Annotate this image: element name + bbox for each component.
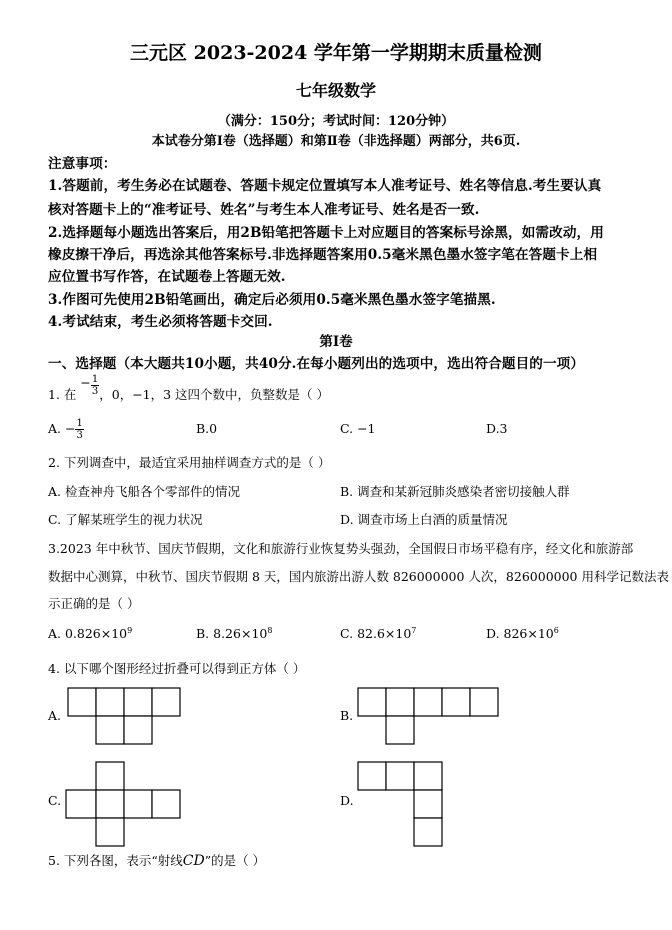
notice-line: 2.选择题每小题选出答案后，用2B铅笔把答题卡上对应题目的答案标号涂黑，如需改动，用	[48, 225, 604, 241]
notice-line: 橡皮擦干净后，再选涂其他答案标号.非选择题答案用0.5毫米黑色墨水签字笔在答题卡上相	[48, 247, 598, 263]
net-square	[386, 688, 414, 716]
net-square	[124, 716, 152, 744]
q2-option-c: C. 了解某班学生的视力状况	[48, 512, 203, 527]
net-square	[96, 818, 124, 846]
notice-line: 核对答题卡上的“准考证号、姓名”与考生本人准考证号、姓名是否一致.	[48, 202, 480, 218]
ray-cd-symbol: CD	[182, 853, 205, 869]
net-square	[414, 818, 442, 846]
q2-option-d: D. 调查市场上白酒的质量情况	[340, 512, 508, 527]
q1-option-b: B.0	[196, 421, 218, 436]
question-1	[48, 374, 330, 407]
net-square	[442, 688, 470, 716]
q1-option-a: A. − $\frac{1}{3}$	[48, 418, 83, 441]
question-3-line: 数据中心测算，中秋节、国庆节假期 8 天，国内旅游出游人数 826000000 人次，826000000 用科学记数法表	[48, 569, 669, 584]
q3-option-d: D. $826\times 10^6$	[486, 626, 559, 642]
section-heading: 一、选择题（本大题共10小题，共40分.在每小题列出的选项中，选出符合题目的一项）	[48, 356, 585, 372]
notice-heading: 注意事项：	[48, 156, 117, 172]
q3-option-c: C. $82.6\times 10^7$	[340, 626, 417, 642]
q1-option-d: D.3	[486, 421, 508, 436]
question-4: 4. 以下哪个图形经过折叠可以得到正方体（ ）	[48, 661, 306, 676]
q3-option-b: B. $8.26\times 10^8$	[196, 626, 273, 642]
net-square	[414, 762, 442, 790]
net-square	[414, 790, 442, 818]
q1-prefix: 1. 在	[48, 387, 77, 402]
net-square	[386, 716, 414, 744]
question-2: 2. 下列调查中，最适宜采用抽样调查方式的是（ ）	[48, 455, 331, 470]
notice-line: 4.考试结束，考生必须将答题卡交回.	[48, 314, 273, 330]
net-square	[66, 790, 96, 818]
notice-line: 3.作图可先使用2B铅笔画出，确定后必须用0.5毫米黑色墨水签字笔描黑.	[48, 292, 496, 308]
question-3-line: 示正确的是（ ）	[48, 596, 140, 611]
q4-option-c-label: C.	[48, 793, 62, 808]
net-square	[68, 688, 96, 716]
q4-net-b	[352, 686, 502, 746]
net-square	[470, 688, 498, 716]
net-square	[414, 688, 442, 716]
net-square	[96, 790, 124, 818]
question-3-line: 3.2023 年中秋节、国庆节假期，文化和旅游行业恢复势头强劲，全国假日市场平稳有序，经文化和旅游部	[48, 541, 634, 556]
notice-line: 应位置书写作答，在试题卷上答题无效.	[48, 269, 286, 285]
exam-info: （满分：150分；考试时间：120分钟）	[217, 114, 455, 129]
q1-fraction: $\frac{1}{3}$	[91, 374, 99, 397]
q4-option-a-label: A.	[48, 708, 62, 723]
net-square	[96, 762, 124, 790]
q4-net-a	[60, 686, 190, 746]
net-square	[358, 688, 386, 716]
q1-option-a-fraction: $\frac{1}{3}$	[76, 418, 83, 441]
q4-net-c	[60, 760, 190, 850]
net-square	[386, 762, 414, 790]
net-square	[96, 688, 124, 716]
q3-option-a: A. $0.826\times 10^9$	[48, 626, 133, 642]
q1-frac-sign: −	[80, 375, 91, 390]
paper-structure: 本试卷分第Ⅰ卷（选择题）和第Ⅱ卷（非选择题）两部分，共6页.	[151, 134, 521, 149]
exam-title: 三元区 2023-2024 学年第一学期期末质量检测	[130, 42, 542, 64]
q4-option-d-label: D.	[340, 793, 354, 808]
net-square	[152, 790, 180, 818]
q4-net-d	[352, 760, 452, 850]
net-square	[358, 762, 386, 790]
question-5: 5. 下列各图，表示“射线CD”的是（ ）	[48, 853, 266, 869]
part1-title: 第Ⅰ卷	[319, 334, 353, 350]
net-square	[96, 716, 124, 744]
q2-option-a: A. 检查神舟飞船各个零部件的情况	[48, 484, 240, 499]
q1-option-c: C. −1	[340, 421, 376, 436]
q2-option-b: B. 调查和某新冠肺炎感染者密切接触人群	[340, 484, 570, 499]
q4-option-b-label: B.	[340, 708, 354, 723]
net-square	[124, 790, 152, 818]
exam-subject: 七年级数学	[295, 81, 376, 100]
net-square	[124, 688, 152, 716]
net-square	[152, 688, 180, 716]
notice-line: 1.答题前，考生务必在试题卷、答题卡规定位置填写本人准考证号、姓名等信息.考生要认真	[48, 178, 602, 194]
q1-rest: ，0，−1，3 这四个数中，负整数是（ ）	[99, 387, 330, 402]
